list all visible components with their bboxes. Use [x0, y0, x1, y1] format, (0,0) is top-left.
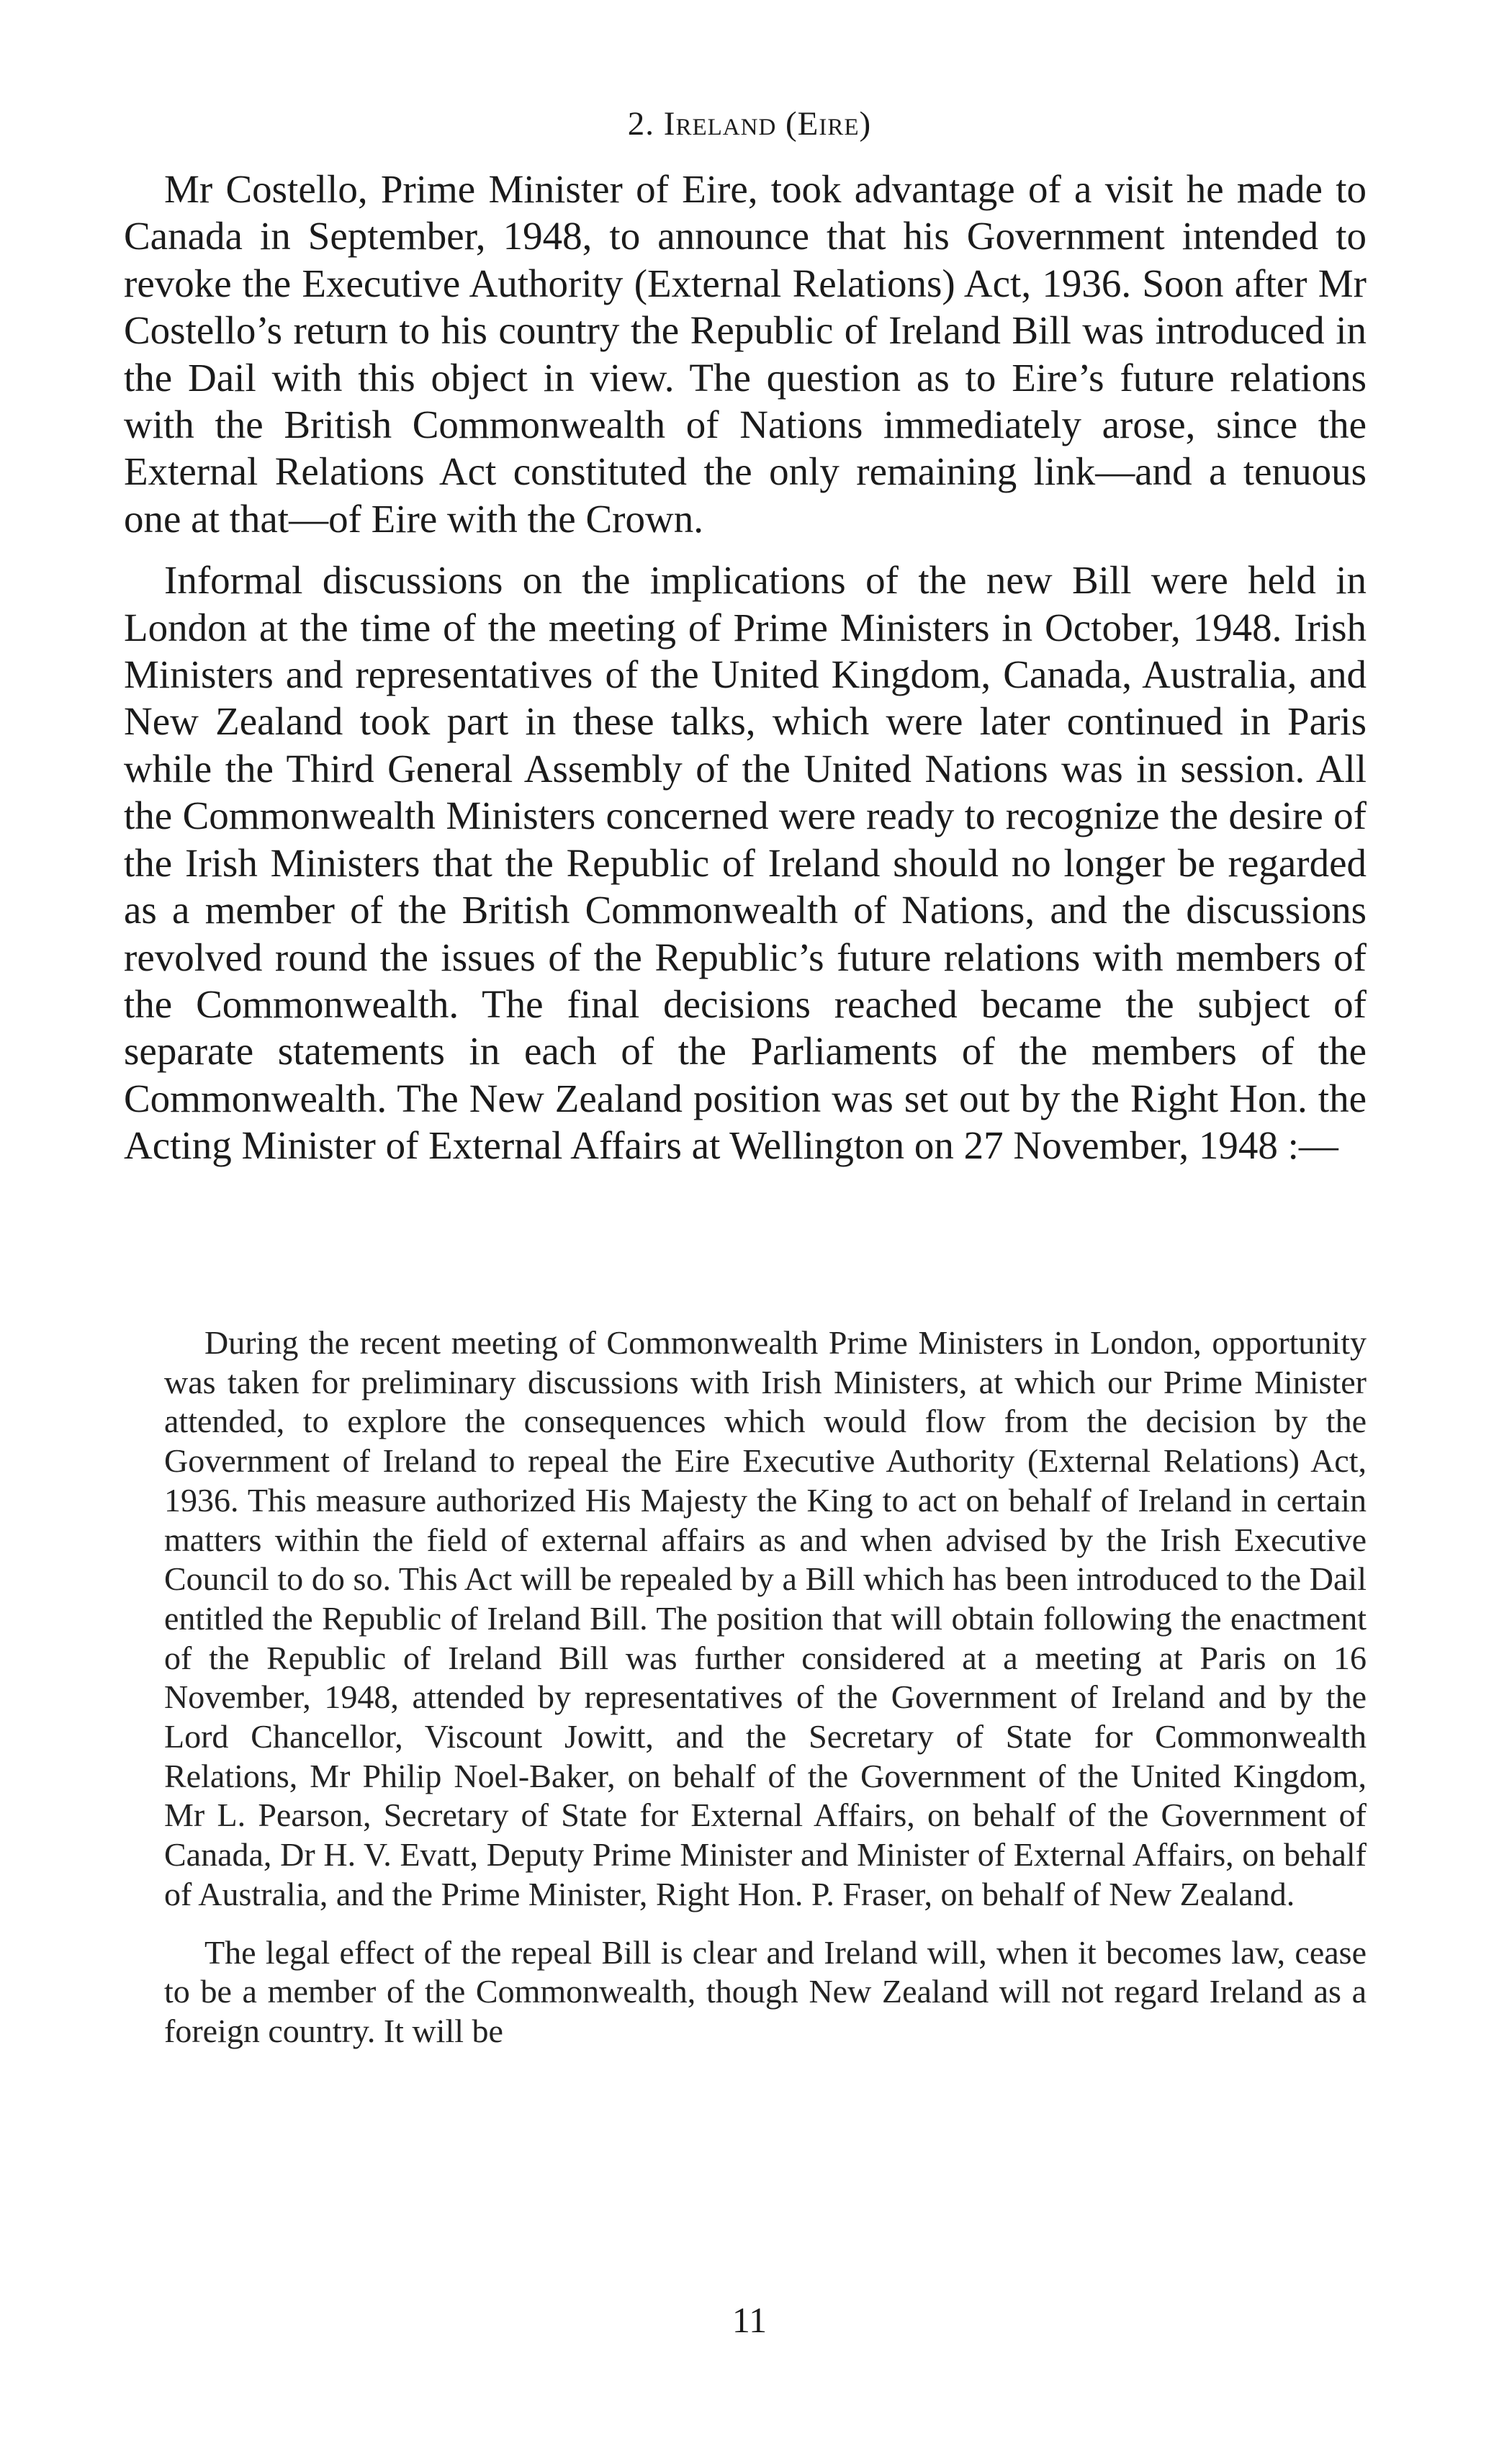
quoted-statement: [164, 1323, 1367, 2051]
section-heading: 2. Ireland (Eire): [627, 105, 872, 143]
body-text: [124, 166, 1367, 1169]
paragraph-costello-announcement: Mr Costello, Prime Minister of Eire, took advantage of a visit he made to Canada in September, 1948, to announce that his Government intended to revoke the Executive Authority (External Relations) Act, 1936. Soon after Mr Costello’s return to his country the Republic of Ireland Bill was introduced in the Dail with this object in view. The question as to Eire’s future relations with the British Commonwealth of Nations immediately arose, since the External Relations Act constituted the only remaining link—and a tenuous one at that—of Eire with the Crown.: [124, 167, 1367, 541]
page-number: 11: [732, 2300, 767, 2340]
quote-paragraph-meeting: During the recent meeting of Commonwealth Prime Ministers in London, opportunity was taken for preliminary discussions with Irish Ministers, at which our Prime Minister attended, to explore the consequences which would flow from the decision by the Government of Ireland to repeal the Eire Executive Authority (External Relations) Act, 1936. This measure authorized His Majesty the King to act on behalf of Ireland in certain matters within the field of external affairs as and when advised by the Irish Executive Council to do so. This Act will be repealed by a Bill which has been introduced to the Dail entitled the Republic of Ireland Bill. The position that will obtain following the enactment of the Republic of Ireland Bill was further considered at a meeting at Paris on 16 November, 1948, attended by representatives of the Government of Ireland and by the Lord Chancellor, Viscount Jowitt, and the Secretary of State for Commonwealth Relations, Mr Philip Noel-Baker, on behalf of the Government of the United Kingdom, Mr L. Pearson, Secretary of State for External Affairs, on behalf of the Government of Canada, Dr H. V. Evatt, Deputy Prime Minister and Minister of External Affairs, on behalf of Australia, and the Prime Minister, Right Hon. P. Fraser, on behalf of New Zealand.: [164, 1324, 1367, 1912]
quote-paragraph-legal-effect: The legal effect of the repeal Bill is clear and Ireland will, when it becomes law, cease to be a member of the Commonwealth, though New Zealand will not regard Ireland as a foreign country. It will be: [164, 1933, 1367, 2049]
paragraph-informal-discussions: Informal discussions on the implications of the new Bill were held in London at the time of the meeting of Prime Ministers in October, 1948. Irish Ministers and representatives of the United Kingdom, Canada, Australia, and New Zealand took part in these talks, which were later continued in Paris while the Third General Assembly of the United Nations was in session. All the Commonwealth Ministers concerned were ready to recognize the desire of the Irish Ministers that the Republic of Ireland should no longer be regarded as a member of the British Commonwealth of Nations, and the discussions revolved round the issues of the Republic’s future relations with members of the Commonwealth. The final decisions reached became the subject of separate statements in each of the Parliaments of the members of the Commonwealth. The New Zealand position was set out by the Right Hon. the Acting Minister of External Affairs at Wellington on 27 November, 1948 :—: [124, 558, 1367, 1168]
